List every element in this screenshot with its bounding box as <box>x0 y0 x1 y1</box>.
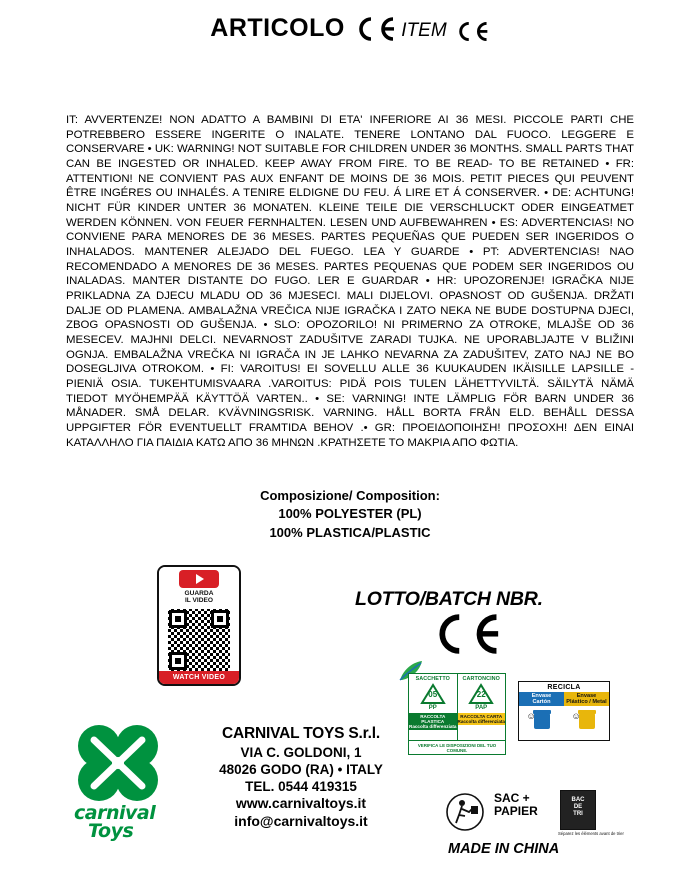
company-tel: TEL. 0544 419315 <box>245 778 357 794</box>
multilingual-warnings-text: IT: AVVERTENZE! NON ADATTO A BAMBINI DI ETA' INFERIORE AI 36 MESI. PICCOLE PARTI CHE POTREBBERO ESSERE INGERITE O INALATE. TENERE LONTANO DAL FUOCO. LEGGERE E CONSERVARE • UK: WARNING! NOT SUITABLE FOR CHILDREN UNDER 36 MONTHS. SMALL PARTS THAT CAN BE INGESTED OR INHALED. KEEP AWAY FROM FIRE. TO BE READ- TO BE RETAINED • FR: ATTENTION! NE CONVIENT PAS AUX ENFANT DE MOINS DE 36 MOIS. PETIT PIECES QUI PEUVENT ÊTRE INGÉRES OU INHALÉS. A TENIRE ELDIGNE DU FEU. Á LIRE ET Á CONSERVER. • DE: ACHTUNG! NICHT FÜR KINDER UNTER 36 MONATEN. KLEINE TEILE DIE VERSCHLUCKT ODER EINGEATMET WERDEN KÖNNEN. VON FEUER FERNHALTEN. LESEN UND AUFBEWAHREN • ES: ADVERTENCIAS! NO CONVIENE PARA MENORES DE 36 MESES. PARTES PEQUEÑAS QUE PUEDEN SER INGERIDOS O INHALADOS. MANTENER ALEJADO DEL FUEGO. LEA Y GUARDE • PT: ADVERTENCIAS! NAO RECOMENDADO A MENORES DE 36 MESES. PARTES PEQUENAS QUE PODEM SER INGERIDOS OU INALADAS. MANTER DISTANTE DO FUGO. LER E GUARDAR • HR: UPOZORENJE! IGRAČKA NIJE PRIKLADNA ZA DJECU MLADU OD 36 MJESECI. MALI DIJELOVI. OPASNOST OD GUŠENJA. DRŽATI DALJE OD PLAMENA. AMBALAŽNA VREČICA NIJE IGRAČKA I ZATO NEKA NE BUDE DOSTUPNA DJECI, ZBOG OPASNOSTI OD GUŠENJA. • SLO: OPOZORILO! NI PRIMERNO ZA OTROKE, MLAJŠE OD 36 MESECEV. MAJHNI DELCI. NEVARNOST ZADUŠITVE ZARADI TUJKA. NE UPORABLJAJTE V BLIŽINI OGNJA. EMBALAŽNA VREČKA NI IGRAČA IN JE LAHKO NEVARNA ZA ZADUŠITEV, ZATO NAJ NE BO DOSEGLJIVA OTROKOM. • FI: VAROITUS! EI SOVELLU ALLE 36 KUUKAUDEN IKÄISILLE LAPSILLE - PIENIÄ OSIA. TUKEHTUMISVAARA .VAROITUS: PIDÄ POIS TULEN LÄHETTYVILTÄ. SÄILYTÄ NÄMÄ TIEDOT MYÖHEMPÄÄ KÄYTTÖÄ VARTEN.. • SE: VARNING! INTE LÄMPLIG FÖR BARN UNDER 36 MÅNADER. SMÅ DELAR. KVÄVNINGSRISK. VARNING. HÅLL BORTA FRÅN ELD. BEHÅLL DESSA UPPGIFTER FÖR EVENTUELLT FRAMTIDA BEHOV .• GR: ΠΡΟΕΙΔΟΠΟΙΗΣΗ! ΠΡΟΣΟΧΗ! ΔΕΝ ΕΙΝΑΙ ΚΑΤΑΛΛΗΛΟ ΓΙΑ ΠΑΙΔΙΑ ΚΑΤΩ ΑΠΟ 36 ΜΗΝΩΝ .ΚΡΑΤΗΣΕΤΕ ΤΟ ΜΑΚΡΙΑ ΑΠΟ ΦΩΤΙΑ. <box>66 114 634 449</box>
item-heading <box>401 20 489 42</box>
sac-papier-box <box>440 790 624 838</box>
articolo-label: ARTICOLO <box>210 14 345 42</box>
carnival-toys-logo <box>72 720 182 845</box>
qr-finder-top-right <box>211 610 229 628</box>
youtube-play-icon <box>179 570 219 588</box>
composition-material-1: 100% POLYESTER (PL) <box>278 506 422 522</box>
qr-finder-bottom-left <box>169 652 187 670</box>
company-address-block <box>186 724 416 831</box>
recicla-paper-cell: Envase Cartón ☺ <box>519 692 564 734</box>
company-name: CARNIVAL TOYS S.r.l. <box>222 725 380 742</box>
recycling-symbols-box <box>408 673 506 741</box>
youtube-logo <box>159 567 239 591</box>
qr-finder-top-left <box>169 610 187 628</box>
clover-icon <box>72 720 164 804</box>
document-header <box>0 0 700 43</box>
composition-block <box>0 487 700 542</box>
qr-code-icon[interactable] <box>168 609 230 671</box>
batch-number-label: LOTTO/BATCH NBR. <box>355 588 543 610</box>
company-website[interactable]: www.carnivaltoys.it <box>235 795 367 812</box>
recycling-plastic-cell: SACCHETTO 05 PP RACCOLTA PLASTICA Raccolta differenziata <box>409 676 457 729</box>
mobius-loop-icon-paper: 22 <box>468 683 494 705</box>
ce-mark-icon-small <box>454 21 490 42</box>
recycle-person-icon <box>442 792 488 837</box>
recycling-footer-note: VERIFICA LE DISPOSIZIONI DEL TUO COMUNE. <box>408 741 506 755</box>
company-street: VIA C. GOLDONI, 1 <box>240 744 362 760</box>
paper-collection-band: RACCOLTA CARTA Raccolta differenziata <box>457 714 505 724</box>
sac-papier-label: SAC + PAPIER <box>494 791 538 818</box>
recicla-spain-box: RECICLA Envase Cartón ☺ Envase Plástico / Metal ☺ <box>518 681 610 741</box>
item-label: ITEM <box>401 20 447 41</box>
blue-bin-icon: ☺ <box>531 708 553 730</box>
mobius-loop-icon-plastic: 05 <box>420 683 446 705</box>
composition-title: Composizione/ Composition: <box>260 488 440 503</box>
watch-video-qr-badge[interactable] <box>157 565 241 686</box>
ce-mark-icon <box>353 16 397 42</box>
yellow-bin-icon: ☺ <box>576 708 598 730</box>
bac-de-tri-icon: BAC DE TRI <box>560 790 596 830</box>
carnival-toys-wordmark: carnival Toys <box>74 802 156 843</box>
recicla-plastic-cell: Envase Plástico / Metal ☺ <box>564 692 609 734</box>
watch-video-footer: WATCH VIDEO <box>159 671 239 684</box>
plastic-collection-band: RACCOLTA PLASTICA Raccolta differenziata <box>409 714 457 729</box>
composition-material-2: 100% PLASTICA/PLASTIC <box>269 524 431 540</box>
watch-video-title: GUARDA IL VIDEO <box>184 590 214 604</box>
made-in-label: MADE IN CHINA <box>448 841 560 857</box>
sac-papier-note: Séparez les éléments avant de trier <box>558 831 624 836</box>
ce-mark-large-icon <box>428 612 504 661</box>
company-email[interactable]: info@carnivaltoys.it <box>234 812 368 829</box>
articolo-heading <box>210 14 397 43</box>
recycling-paper-cell: CARTONCINO 22 PAP RACCOLTA CARTA Raccolta differenziata <box>457 674 506 740</box>
company-city: 48026 GODO (RA) • ITALY <box>219 761 383 777</box>
